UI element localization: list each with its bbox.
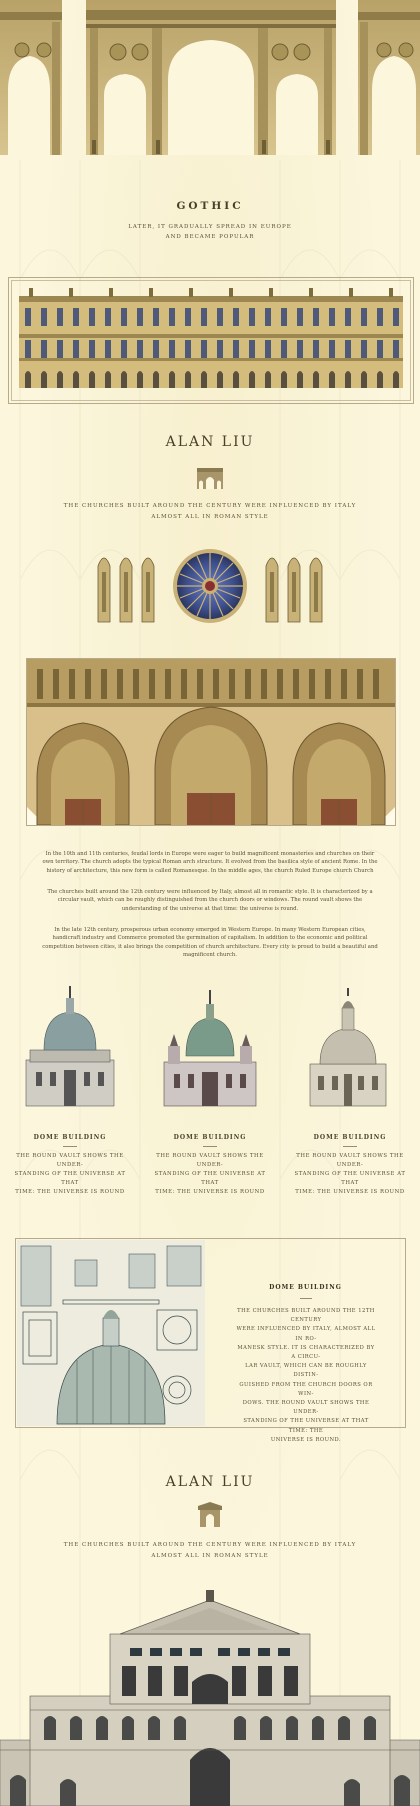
dome-card-1-text-line-3: TIME: THE UNIVERSE IS ROUND bbox=[15, 1189, 125, 1195]
article-paragraph-1: In the 10th and 11th centuries, feudal lords in Europe were eager to build magnificent monasteries and churches on their own territory. The church adopts the typical Roman arch structure. It evolved from the basilica style of ancient Rome. In the history of architecture, this new form is called Romanesque. In the middle ages, the church Ruled Europe church Church bbox=[42, 851, 378, 874]
alan-liu-heading-2: ALAN LIU bbox=[165, 1474, 255, 1490]
feature-text-line-7: STANDING OF THE UNIVERSE AT THAT TIME: THE bbox=[243, 1418, 369, 1434]
dome-building-3-illustration bbox=[310, 988, 386, 1106]
feature-text-line-2: WERE INFLUENCED BY ITALY, ALMOST ALL IN RO- bbox=[236, 1326, 376, 1342]
gothic-subtitle-line-1: LATER, IT GRADUALLY SPREAD IN EUROPE bbox=[128, 224, 292, 230]
dome-card-1-text bbox=[10, 1152, 130, 1197]
arch-icon-2 bbox=[196, 1502, 224, 1528]
dome-card-2-text-line-2: STANDING OF THE UNIVERSE AT THAT bbox=[154, 1171, 266, 1186]
dome-card-1-divider bbox=[63, 1146, 77, 1147]
cathedral-portal-illustration bbox=[27, 659, 395, 825]
article-paragraph-3: In the late 12th century, prosperous urban economy emerged in Western Europe. In many Western European cities, handicraft industry and Commerce promoted the germination of capitalism. In addition to the economic and political competition between cities, it also brings the competition of church architecture. Every city is proud to build a beautiful and magnificent church. bbox=[42, 927, 378, 958]
dome-card-3-text bbox=[290, 1152, 410, 1197]
dome-card-3 bbox=[290, 1134, 410, 1197]
feature-text-line-5: GUISHED FROM THE CHURCH DOORS OR WIN- bbox=[239, 1381, 373, 1397]
dome-buildings-illustration bbox=[0, 980, 420, 1110]
cathedral-portal-frame bbox=[26, 658, 396, 826]
alan-liu-text-1-line-2: ALMOST ALL IN ROMAN STYLE bbox=[151, 514, 269, 520]
alan-liu-text-2-line-2: ALMOST ALL IN ROMAN STYLE bbox=[151, 1553, 269, 1559]
dome-card-1-text-line-1: THE ROUND VAULT SHOWS THE UNDER- bbox=[16, 1153, 124, 1168]
alan-liu-heading-1: ALAN LIU bbox=[165, 434, 255, 450]
gothic-windows-illustration bbox=[96, 548, 324, 624]
feature-text-line-6: DOWS. THE ROUND VAULT SHOWS THE UNDER- bbox=[242, 1400, 370, 1416]
feature-text-line-4: LAR VAULT, WHICH CAN BE ROUGHLY DISTIN- bbox=[245, 1363, 367, 1379]
dome-card-3-text-line-3: TIME: THE UNIVERSE IS ROUND bbox=[295, 1189, 405, 1195]
feature-text-line-1: THE CHURCHES BUILT AROUND THE 12TH CENTURY bbox=[237, 1308, 375, 1324]
alan-liu-text-2-line-1: THE CHURCHES BUILT AROUND THE CENTURY WERE INFLUENCED BY ITALY bbox=[63, 1542, 357, 1548]
dome-card-3-divider bbox=[343, 1146, 357, 1147]
alan-liu-text-1-line-1: THE CHURCHES BUILT AROUND THE CENTURY WERE INFLUENCED BY ITALY bbox=[63, 503, 357, 509]
dome-card-1-text-line-2: STANDING OF THE UNIVERSE AT THAT bbox=[14, 1171, 126, 1186]
dome-card-1-title: DOME BUILDING bbox=[33, 1134, 107, 1141]
arch-icon bbox=[196, 466, 224, 490]
opera-house-illustration bbox=[0, 1590, 420, 1806]
article-paragraph-2: The churches built around the 12th century were influenced by Italy, almost all in romantic style. It is characterized by a circular vault, which can be roughly distinguished from the church doors or windows. The round vault shows the understanding of the universe at that time: the universe is round. bbox=[47, 889, 373, 912]
dome-card-3-text-line-2: STANDING OF THE UNIVERSE AT THAT bbox=[294, 1171, 406, 1186]
dome-card-2-divider bbox=[203, 1146, 217, 1147]
alan-liu-text-2 bbox=[0, 1540, 420, 1562]
palace-facade-illustration bbox=[9, 278, 413, 403]
feature-text bbox=[236, 1307, 376, 1445]
alan-liu-text-1 bbox=[0, 501, 420, 523]
gothic-subtitle bbox=[0, 222, 420, 242]
dome-building-2-illustration bbox=[164, 990, 256, 1106]
dome-card-2 bbox=[150, 1134, 270, 1197]
feature-divider bbox=[300, 1298, 312, 1299]
dome-card-1 bbox=[10, 1134, 130, 1197]
feature-text-line-8: UNIVERSE IS ROUND. bbox=[270, 1436, 342, 1443]
dome-card-3-title: DOME BUILDING bbox=[313, 1134, 387, 1141]
gothic-heading: GOTHIC bbox=[176, 200, 244, 212]
gothic-subtitle-line-2: AND BECAME POPULAR bbox=[165, 234, 255, 240]
dome-card-2-text-line-3: TIME: THE UNIVERSE IS ROUND bbox=[155, 1189, 265, 1195]
palace-facade-frame bbox=[8, 277, 414, 404]
dome-plan-illustration bbox=[17, 1240, 205, 1426]
dome-card-2-text bbox=[150, 1152, 270, 1197]
feature-text-line-3: MANESK STYLE. IT IS CHARACTERIZED BY A CIRCU- bbox=[237, 1344, 375, 1361]
dome-card-2-text-line-1: THE ROUND VAULT SHOWS THE UNDER- bbox=[156, 1153, 264, 1168]
feature-title: DOME BUILDING bbox=[269, 1284, 342, 1291]
dome-building-1-illustration bbox=[26, 986, 114, 1106]
dome-card-3-text-line-1: THE ROUND VAULT SHOWS THE UNDER- bbox=[296, 1153, 404, 1168]
triumphal-arches-illustration bbox=[0, 0, 420, 158]
dome-card-2-title: DOME BUILDING bbox=[173, 1134, 247, 1141]
